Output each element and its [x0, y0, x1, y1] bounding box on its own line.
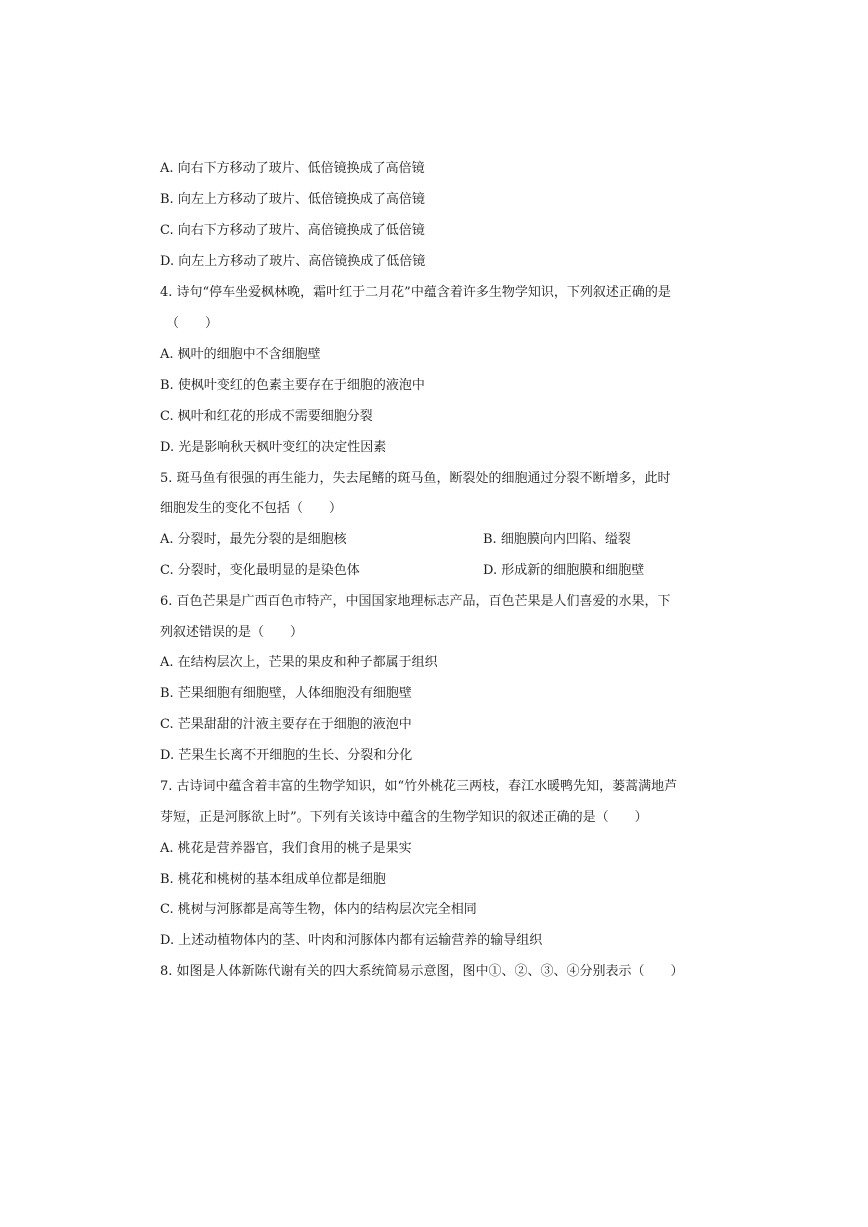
q4-option-b: B. 使枫叶变红的色素主要存在于细胞的液泡中 [160, 378, 425, 393]
q5-option-b: B. 细胞膜向内凹陷、缢裂 [483, 532, 631, 547]
q5-stem-line2: 细胞发生的变化不包括（ ） [160, 501, 343, 516]
q7-option-c: C. 桃树与河豚都是高等生物，体内的结构层次完全相同 [160, 902, 477, 917]
q6-option-d: D. 芒果生长离不开细胞的生长、分裂和分化 [160, 748, 413, 763]
q6-option-a: A. 在结构层次上，芒果的果皮和种子都属于组织 [160, 655, 438, 670]
q7-option-a: A. 桃花是营养器官，我们食用的桃子是果实 [160, 841, 412, 856]
q6-option-b: B. 芒果细胞有细胞壁，人体细胞没有细胞壁 [160, 686, 412, 701]
q7-stem-line2: 芽短，正是河豚欲上时”。下列有关该诗中蕴含的生物学知识的叙述正确的是（ ） [160, 810, 648, 825]
q6-stem-line2: 列叙述错误的是（ ） [160, 625, 304, 640]
q4-stem-line1: 4. 诗句“停车坐爱枫林晚，霜叶红于二月花”中蕴含着许多生物学知识，下列叙述正确的是 [160, 285, 671, 300]
q3-option-b: B. 向左上方移动了玻片、低倍镜换成了高倍镜 [160, 192, 425, 207]
q5-option-c: C. 分裂时，变化最明显的是染色体 [160, 563, 360, 578]
q3-option-a: A. 向右下方移动了玻片、低倍镜换成了高倍镜 [160, 161, 425, 176]
q7-option-d: D. 上述动植物体内的茎、叶肉和河豚体内都有运输营养的输导组织 [160, 933, 543, 948]
q3-option-c: C. 向右下方移动了玻片、高倍镜换成了低倍镜 [160, 223, 425, 238]
q5-option-d: D. 形成新的细胞膜和细胞壁 [483, 563, 645, 578]
q5-stem-line1: 5. 斑马鱼有很强的再生能力，失去尾鳍的斑马鱼，断裂处的细胞通过分裂不断增多，此时 [160, 471, 671, 486]
q7-option-b: B. 桃花和桃树的基本组成单位都是细胞 [160, 872, 386, 887]
q4-option-c: C. 枫叶和红花的形成不需要细胞分裂 [160, 409, 373, 424]
q6-option-c: C. 芒果甜甜的汁液主要存在于细胞的液泡中 [160, 717, 412, 732]
q3-option-d: D. 向左上方移动了玻片、高倍镜换成了低倍镜 [160, 254, 426, 269]
q4-stem-line2: （ ） [166, 316, 219, 331]
q7-stem-line1: 7. 古诗词中蕴含着丰富的生物学知识，如“竹外桃花三两枝，春江水暖鸭先知，蒌蒿满地芦 [160, 779, 678, 794]
q6-stem-line1: 6. 百色芒果是广西百色市特产，中国国家地理标志产品，百色芒果是人们喜爱的水果，下 [160, 594, 671, 609]
q4-option-d: D. 光是影响秋天枫叶变红的决定性因素 [160, 440, 387, 455]
q4-option-a: A. 枫叶的细胞中不含细胞壁 [160, 347, 321, 362]
q5-option-a: A. 分裂时，最先分裂的是细胞核 [160, 532, 347, 547]
q8-stem-line1: 8. 如图是人体新陈代谢有关的四大系统简易示意图，图中①、②、③、④分别表示（ ） [160, 964, 684, 979]
